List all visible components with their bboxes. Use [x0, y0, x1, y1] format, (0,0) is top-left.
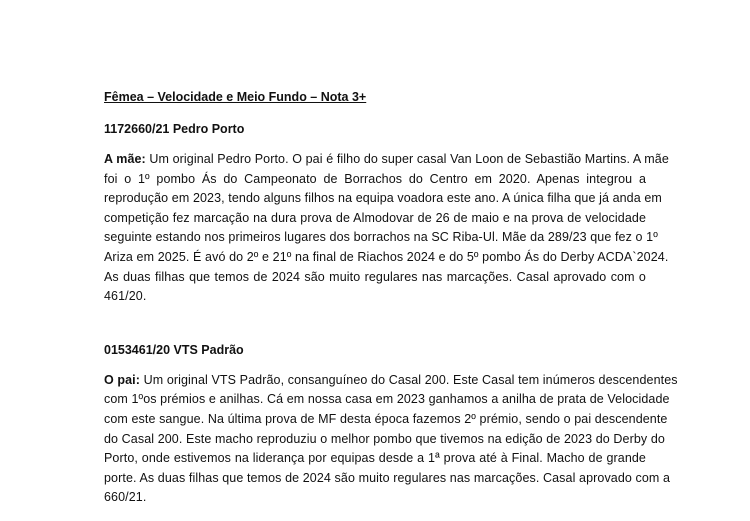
entry-ring-title: 0153461/20 VTS Padrão [104, 342, 244, 357]
paragraph-line: O pai: Um original VTS Padrão, consanguíneo do Casal 200. Este Casal tem inúmeros descendentes [104, 372, 678, 387]
paragraph-line: do Casal 200. Este macho reproduziu o melhor pombo que tivemos na edição de 2023 do Derby do [104, 431, 665, 446]
paragraph-line: com 1ºos prémios e anilhas. Cá em nossa casa em 2023 ganhamos a anilha de prata de Velocidade [104, 392, 670, 407]
paragraph-line: foi o 1º pombo Ás do Campeonato de Borrachos do Centro em 2020. Apenas integrou a [104, 171, 646, 186]
entry-paragraph [104, 150, 669, 307]
paragraph-line: 660/21. [104, 490, 147, 505]
paragraph-lead: O pai: [104, 372, 141, 387]
section-title: Fêmea – Velocidade e Meio Fundo – Nota 3+ [104, 90, 367, 104]
paragraph-line: seguinte estando nos primeiros lugares dos borrachos na SC Riba-Ul. Mãe da 289/23 que fez o 1º [104, 230, 658, 245]
paragraph-line: porte. As duas filhas que temos de 2024 são muito regulares nas marcações. Casal aprovado com a [104, 470, 671, 485]
paragraph-line: As duas filhas que temos de 2024 são muito regulares nas marcações. Casal aprovado com o [104, 269, 646, 284]
paragraph-line: competição fez marcação na dura prova de Almodovar de 26 de maio e na prova de velocidade [104, 210, 646, 225]
paragraph-line: Porto, onde estivemos na liderança por equipas desde a 1ª prova até à Final. Macho de grande [104, 451, 646, 466]
entry-ring-title: 1172660/21 Pedro Porto [104, 122, 245, 136]
paragraph-line: reprodução em 2023, tendo alguns filhos na equipa voadora este ano. A única filha que já anda em [104, 191, 662, 206]
document-page [104, 88, 678, 508]
entry-paragraph [104, 371, 678, 508]
paragraph-line: 461/20. [104, 289, 147, 304]
paragraph-line: Ariza em 2025. É avó do 2º e 21º na final de Riachos 2024 e do 5º pombo Ás do Derby ACDA`2024. [104, 249, 669, 264]
paragraph-line: A mãe: Um original Pedro Porto. O pai é filho do super casal Van Loon de Sebastião Martins. A mãe [104, 152, 669, 166]
paragraph-line: com este sangue. Na última prova de MF desta época fazemos 2º prémio, sendo o pai descendente [104, 411, 668, 426]
paragraph-lead: A mãe: [104, 152, 146, 166]
